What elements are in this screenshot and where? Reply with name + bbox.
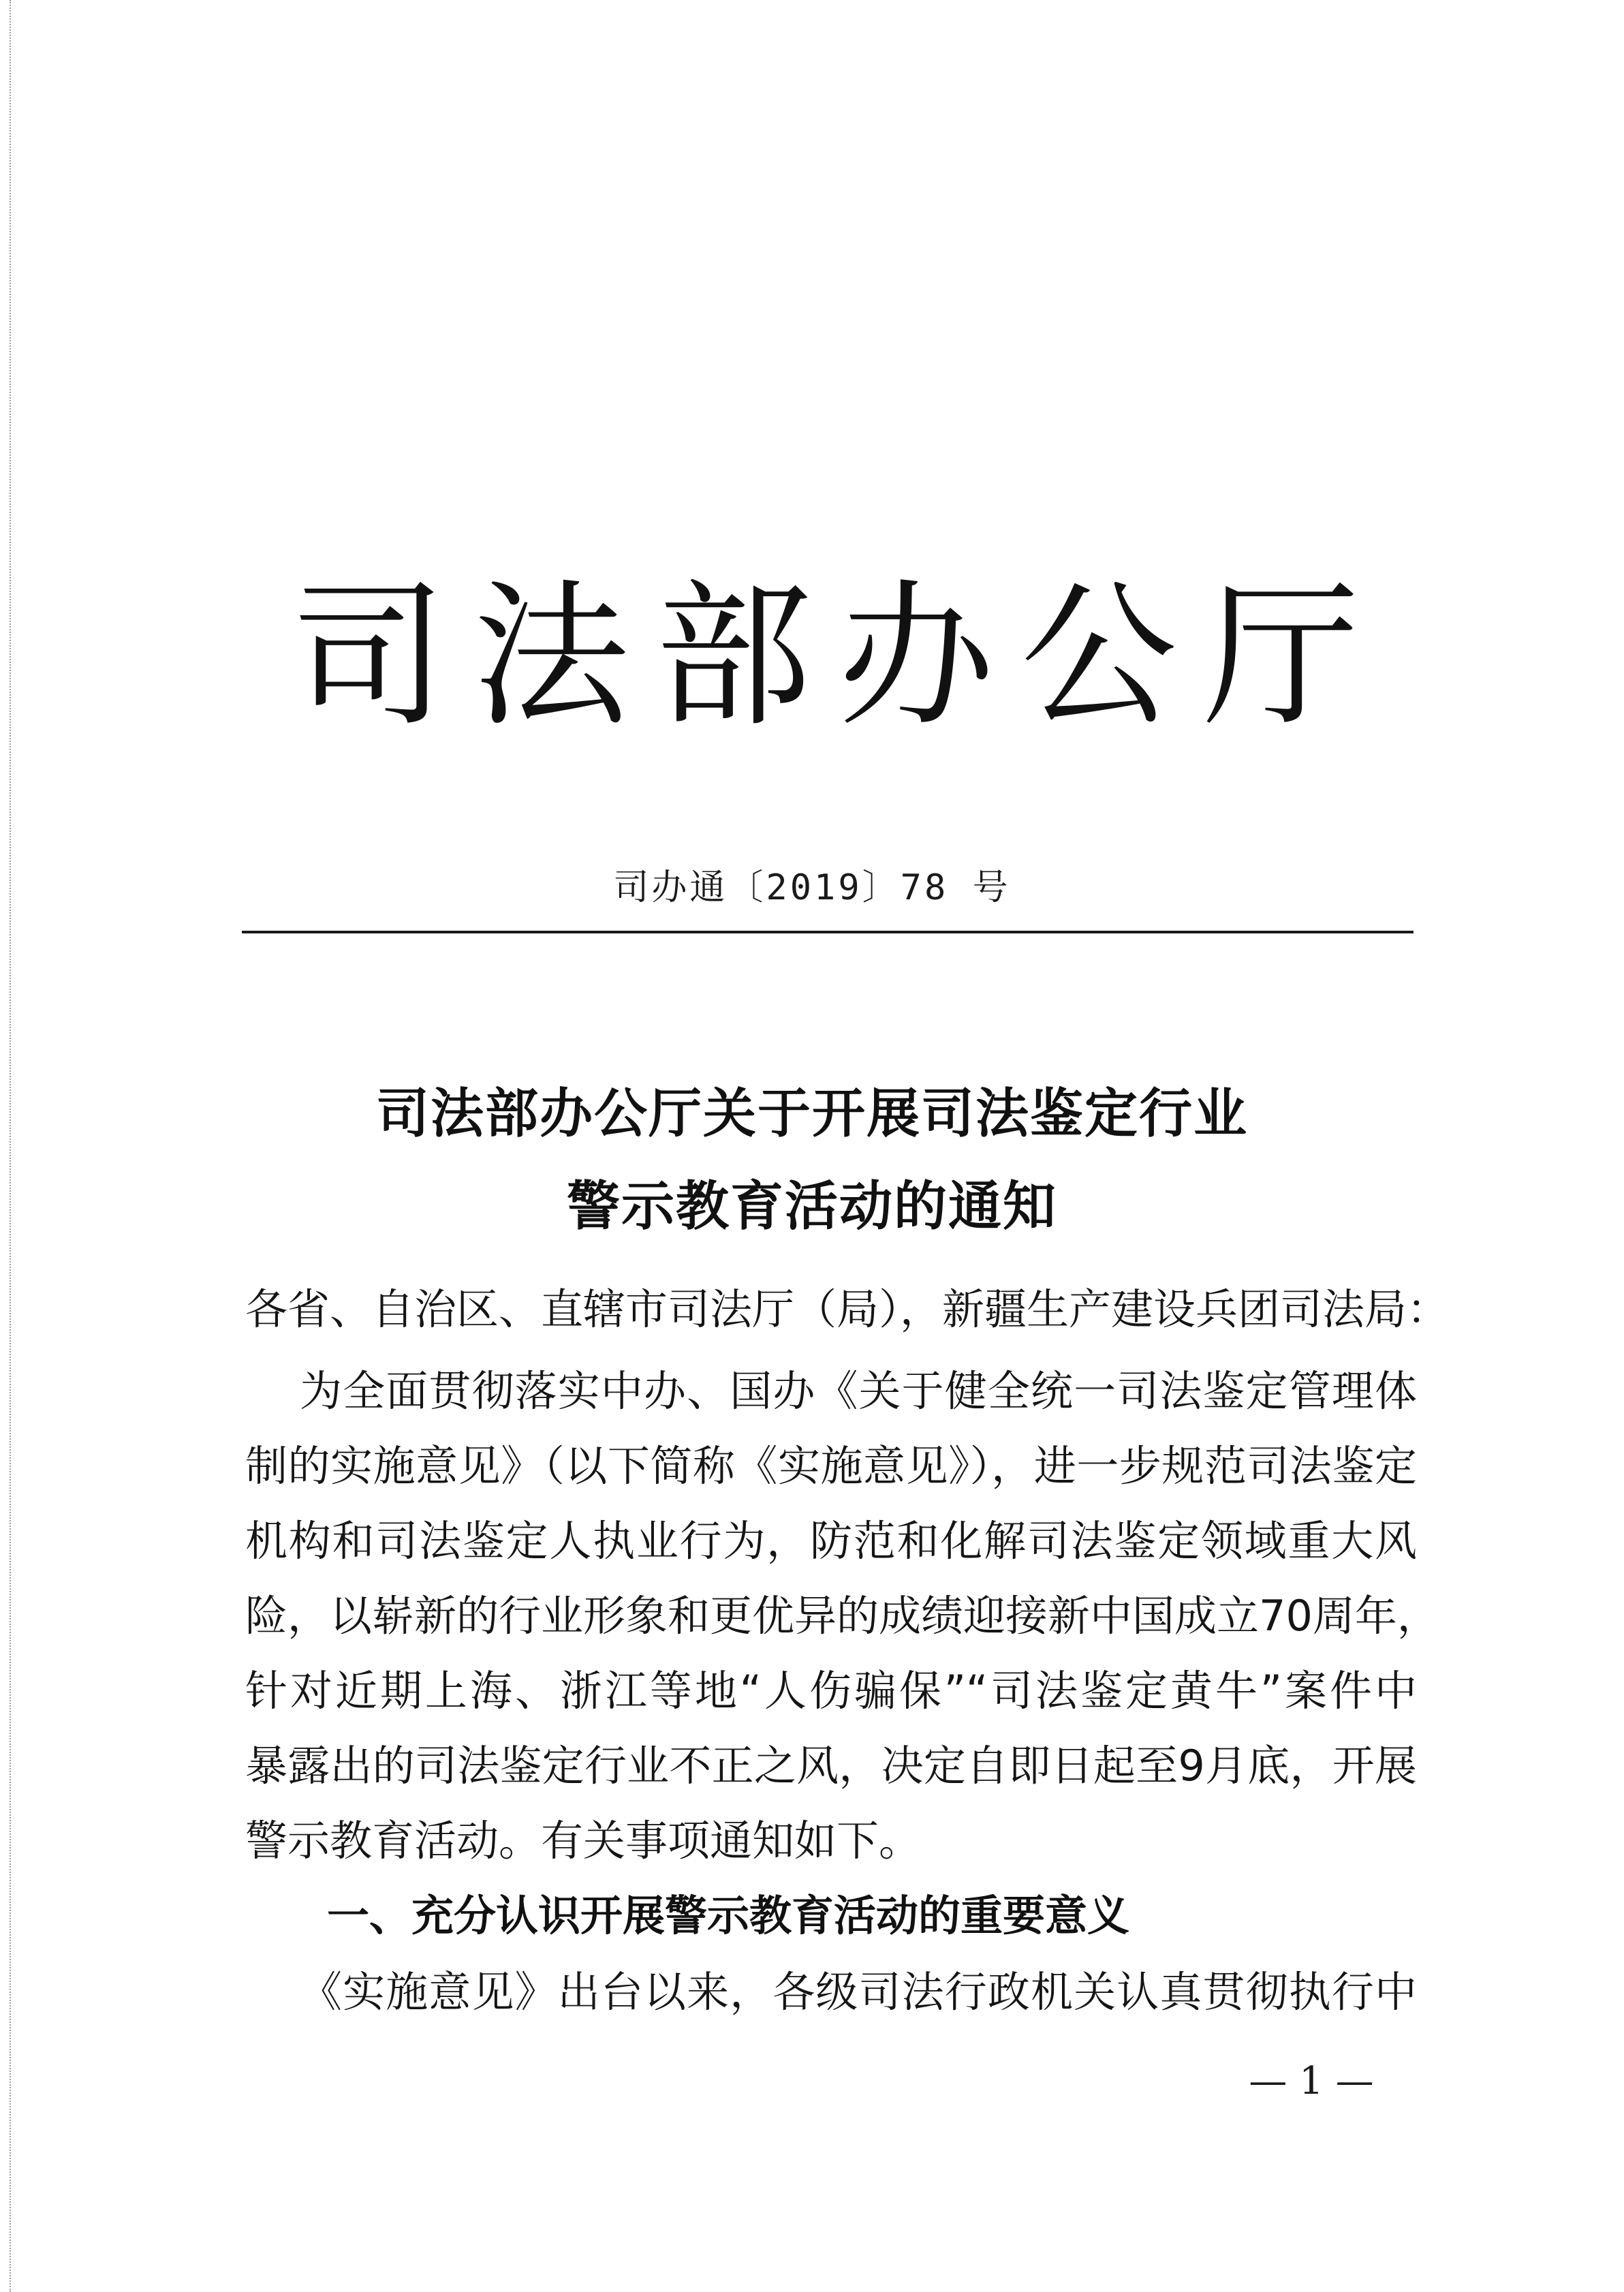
section-1-heading: 一、充分认识开展警示教育活动的重要意义: [327, 1891, 1130, 1940]
paragraph-1-line-1: 为全面贯彻落实中办、国办《关于健全统一司法鉴定管理体: [300, 1366, 1417, 1416]
paragraph-1-line-4: 险，以崭新的行业形象和更优异的成绩迎接新中国成立70周年，: [245, 1591, 1439, 1641]
document-title-line-1: 司法部办公厅关于开展司法鉴定行业: [375, 1083, 1248, 1145]
paragraph-1-line-6: 暴露出的司法鉴定行业不正之风，决定自即日起至9月底，开展: [245, 1741, 1417, 1791]
document-title-line-2: 警示教育活动的通知: [566, 1176, 1057, 1237]
addressee: 各省、自治区、直辖市司法厅（局），新疆生产建设兵团司法局：: [245, 1284, 1450, 1334]
header-divider: [242, 931, 1414, 933]
paragraph-1-line-7: 警示教育活动。有关事项通知如下。: [245, 1816, 922, 1865]
issuer-title: 司法部办公厅: [290, 566, 1386, 748]
section-1-first-line: 《实施意见》出台以来，各级司法行政机关认真贯彻执行中: [300, 1967, 1417, 2017]
paragraph-1-line-5: 针对近期上海、浙江等地“人伤骗保”“司法鉴定黄牛”案件中: [245, 1666, 1417, 1716]
paragraph-1-line-2: 制的实施意见》（以下简称《实施意见》），进一步规范司法鉴定: [245, 1441, 1417, 1491]
document-number: 司办通〔2019〕78 号: [613, 867, 1011, 908]
paragraph-1-line-3: 机构和司法鉴定人执业行为，防范和化解司法鉴定领域重大风: [245, 1516, 1417, 1566]
page-number: — 1 —: [1249, 2059, 1374, 2103]
